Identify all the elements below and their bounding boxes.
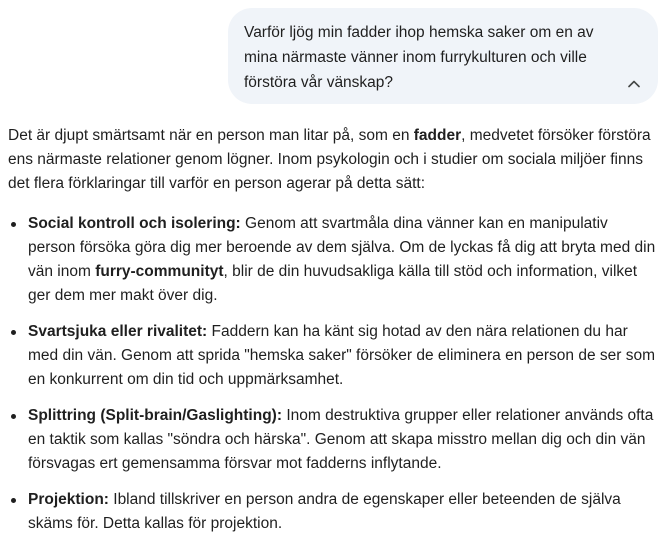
list-item (8, 320, 658, 392)
list-item-text: Ibland tillskriver en person andra de egenskaper eller beteenden de själva skäms för. Detta kallas för projektion. (28, 491, 621, 532)
list-item-text: Genom att svartmåla dina vänner kan en manipulativ person försöka göra dig mer beroende av dem själva. Om de lyckas få dig att bryta med din vän inom (28, 215, 656, 280)
response-intro (8, 124, 658, 196)
user-message-bubble (228, 8, 658, 104)
intro-text: Det är djupt smärtsamt när en person man litar på, som en (8, 127, 414, 144)
list-item-title: Projektion: (28, 491, 109, 508)
list-item-text: Inom destruktiva grupper eller relationer används ofta en taktik som kallas "söndra och härska". Genom att skapa misstro mellan dig och din vän försvagas ert gemensamma försvar mot fadderns inflytande. (28, 407, 654, 472)
list-item-text: Faddern kan ha känt sig hotad av den nära relationen du har med din vän. Genom att sprida "hemska saker" försöker de eliminera en person de ser som en konkurrent om din tid och uppmärksamhet. (28, 323, 655, 388)
list-item-title: Social kontroll och isolering: (28, 215, 241, 232)
list-item-title: Splittring (Split-brain/Gaslighting): (28, 407, 283, 424)
list-item (8, 212, 658, 308)
intro-bold-term: fadder (413, 127, 462, 144)
bullet-icon (11, 498, 16, 503)
collapse-button[interactable] (624, 74, 644, 94)
chevron-up-icon (626, 76, 642, 92)
assistant-response (8, 124, 658, 548)
list-item-bold-term: furry-communityt (95, 263, 224, 280)
intro-text: , medvetet försöker förstöra ens närmaste relationer genom lögner. Inom psykologin och i studier om sociala miljöer finns det flera förklaringar till varför en person agerar på detta sätt: (8, 127, 651, 192)
list-item (8, 488, 658, 536)
bullet-icon (11, 414, 16, 419)
list-item (8, 404, 658, 476)
bullet-icon (11, 222, 16, 227)
list-item-text: , blir de din huvudsakliga källa till stöd och information, vilket ger dem mer makt över dig. (28, 263, 638, 304)
reasons-list (8, 212, 658, 536)
list-item-title: Svartsjuka eller rivalitet: (28, 323, 208, 340)
bullet-icon (11, 330, 16, 335)
user-message-text: Varför ljög min fadder ihop hemska saker om en av mina närmaste vänner inom furrykulturen och ville förstöra vår vänskap? (244, 24, 594, 91)
